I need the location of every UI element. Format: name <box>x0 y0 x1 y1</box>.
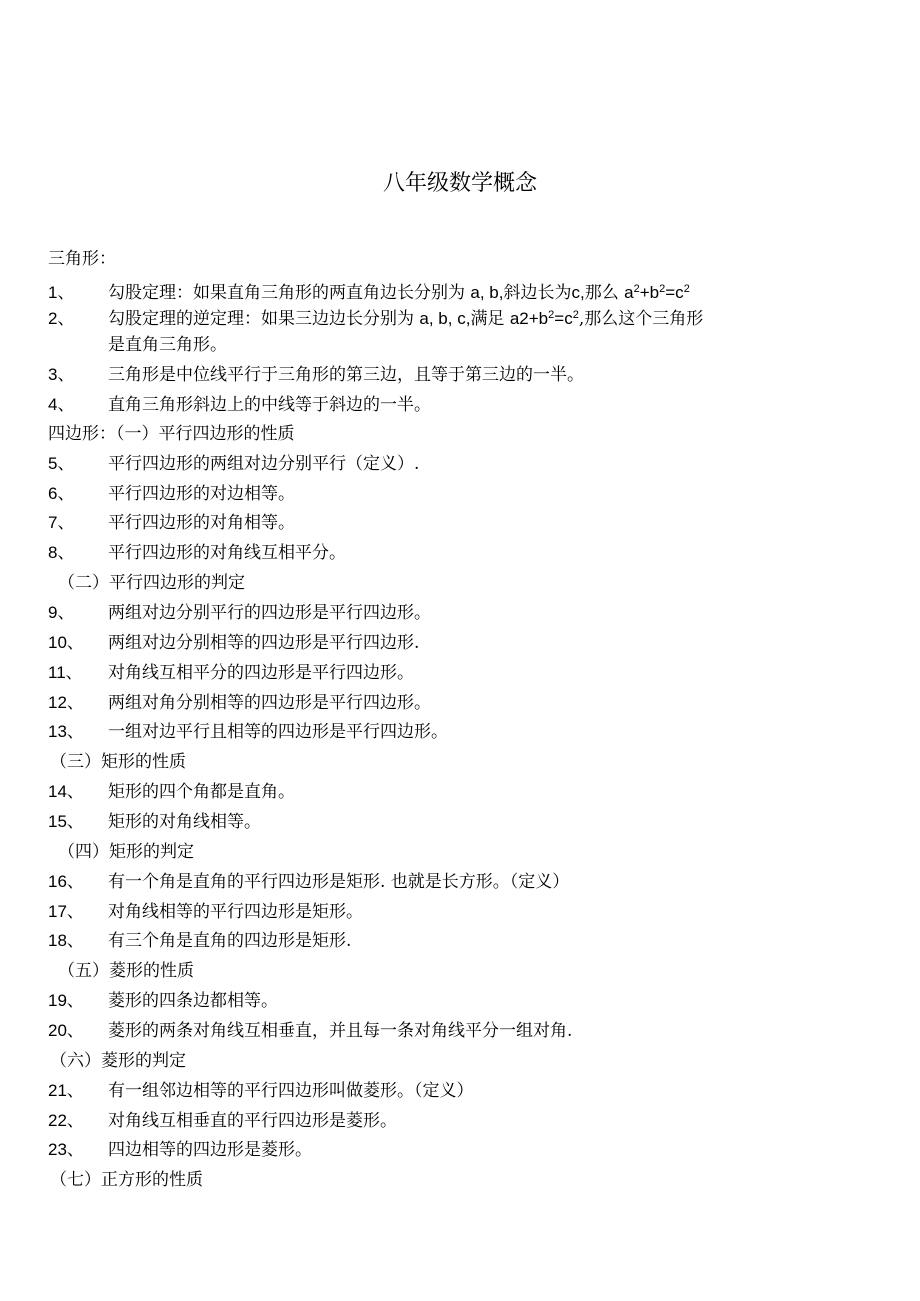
item-text: 有一组邻边相等的平行四边形叫做菱形。（定义） <box>108 1081 474 1101</box>
item-text: 一组对边平行且相等的四边形是平行四边形。 <box>108 722 448 742</box>
item-number: 20、 <box>48 1021 84 1040</box>
list-item-7 <box>48 510 295 536</box>
item-number: 5、 <box>48 454 75 473</box>
item-number: 2、 <box>48 309 75 328</box>
item-text: 两组对角分别相等的四边形是平行四边形。 <box>108 693 431 713</box>
list-item-1 <box>48 276 690 302</box>
superscript: 2 <box>633 283 640 295</box>
item-text: 平行四边形的两组对边分别平行（定义）. <box>108 454 420 474</box>
list-item-14 <box>48 779 295 805</box>
list-item-6 <box>48 481 295 507</box>
item-text: 有三个角是直角的四边形是矩形. <box>108 931 352 951</box>
item-text: 矩形的对角线相等。 <box>108 812 261 832</box>
list-item-2-continuation: 是直角三角形。 <box>108 335 227 355</box>
item-text: 菱形的四条边都相等。 <box>108 991 278 1011</box>
list-item-22 <box>48 1108 397 1134</box>
list-item-15 <box>48 809 261 835</box>
list-item-2 <box>48 302 703 328</box>
item-text: 满足 <box>470 309 510 329</box>
item-text: 三角形是中位线平行于三角形的第三边，且等于第三边的一半。 <box>108 365 584 385</box>
item-text: ,那么这个三角形 <box>578 309 704 329</box>
section-heading-rhombus-properties: （五）菱形的性质 <box>58 961 194 981</box>
list-item-10 <box>48 630 419 656</box>
section-heading-rectangle-properties: （三）矩形的性质 <box>50 752 186 772</box>
item-text: 平行四边形的对边相等。 <box>108 484 295 504</box>
formula-text: =c <box>665 283 684 302</box>
list-item-4 <box>48 392 431 418</box>
item-text: 有一个角是直角的平行四边形是矩形. 也就是长方形。（定义） <box>108 872 570 892</box>
list-item-18 <box>48 928 351 954</box>
section-heading-parallelogram-criteria: （二）平行四边形的判定 <box>58 573 245 593</box>
item-number: 15、 <box>48 812 84 831</box>
list-item-8 <box>48 540 346 566</box>
item-text: 菱形的两条对角线互相垂直，并且每一条对角线平分一组对角. <box>108 1021 573 1041</box>
list-item-12 <box>48 690 431 716</box>
list-item-20 <box>48 1018 572 1044</box>
document-title: 八年级数学概念 <box>382 171 537 196</box>
formula-text: a <box>624 283 634 302</box>
superscript: 2 <box>683 283 690 295</box>
item-number: 12、 <box>48 693 84 712</box>
list-item-11 <box>48 660 414 686</box>
item-number: 4、 <box>48 395 75 414</box>
list-item-5 <box>48 451 419 477</box>
item-number: 7、 <box>48 513 75 532</box>
section-heading-triangle: 三角形： <box>48 249 116 269</box>
item-number: 6、 <box>48 484 75 503</box>
item-number: 22、 <box>48 1111 84 1130</box>
item-text-latin: a, b, <box>470 283 504 302</box>
list-item-23 <box>48 1137 312 1163</box>
item-number: 17、 <box>48 902 84 921</box>
formula-text: a2+b <box>509 309 549 328</box>
section-heading-square-properties: （七）正方形的性质 <box>50 1170 203 1190</box>
superscript: 2 <box>548 309 555 321</box>
list-item-16 <box>48 869 569 895</box>
section-heading-rectangle-criteria: （四）矩形的判定 <box>58 842 194 862</box>
superscript: 2 <box>659 283 666 295</box>
list-item-3 <box>48 362 584 388</box>
item-text: 直角三角形斜边上的中线等于斜边的一半。 <box>108 395 431 415</box>
item-text: 对角线相等的平行四边形是矩形。 <box>108 902 363 922</box>
item-text: 勾股定理的逆定理：如果三边边长分别为 <box>108 309 420 329</box>
formula-text: =c <box>554 309 573 328</box>
item-text: 斜边长为 <box>503 283 572 303</box>
item-text: 四边相等的四边形是菱形。 <box>108 1140 312 1160</box>
item-text: 平行四边形的对角相等。 <box>108 513 295 533</box>
list-item-13 <box>48 719 448 745</box>
item-number: 8、 <box>48 543 75 562</box>
item-text-latin: c, <box>571 283 585 302</box>
item-number: 13、 <box>48 722 84 741</box>
list-item-9 <box>48 600 431 626</box>
superscript: 2 <box>572 309 579 321</box>
section-heading-rhombus-criteria: （六）菱形的判定 <box>50 1051 186 1071</box>
item-number: 23、 <box>48 1140 84 1159</box>
list-item-19 <box>48 988 278 1014</box>
list-item-17 <box>48 899 363 925</box>
item-text: 平行四边形的对角线互相平分。 <box>108 543 346 563</box>
item-text: 对角线互相平分的四边形是平行四边形。 <box>108 663 414 683</box>
item-text: 那么 <box>584 283 625 303</box>
list-item-21 <box>48 1078 474 1104</box>
item-number: 1、 <box>48 283 75 302</box>
item-text-latin: a, b, c, <box>419 309 471 328</box>
item-text: 两组对边分别平行的四边形是平行四边形。 <box>108 603 431 623</box>
formula-text: +b <box>639 283 660 302</box>
item-text: 勾股定理：如果直角三角形的两直角边长分别为 <box>108 283 471 303</box>
item-number: 18、 <box>48 931 84 950</box>
item-text: 矩形的四个角都是直角。 <box>108 782 295 802</box>
item-number: 19、 <box>48 991 84 1010</box>
item-number: 14、 <box>48 782 84 801</box>
item-text: 对角线互相垂直的平行四边形是菱形。 <box>108 1111 397 1131</box>
item-number: 16、 <box>48 872 84 891</box>
item-number: 11、 <box>48 663 83 682</box>
item-number: 21、 <box>48 1081 84 1100</box>
section-heading-quadrilateral: 四边形：（一）平行四边形的性质 <box>48 424 295 444</box>
item-number: 3、 <box>48 365 75 384</box>
item-text: 两组对边分别相等的四边形是平行四边形. <box>108 633 420 653</box>
item-number: 9、 <box>48 603 75 622</box>
item-number: 10、 <box>48 633 84 652</box>
